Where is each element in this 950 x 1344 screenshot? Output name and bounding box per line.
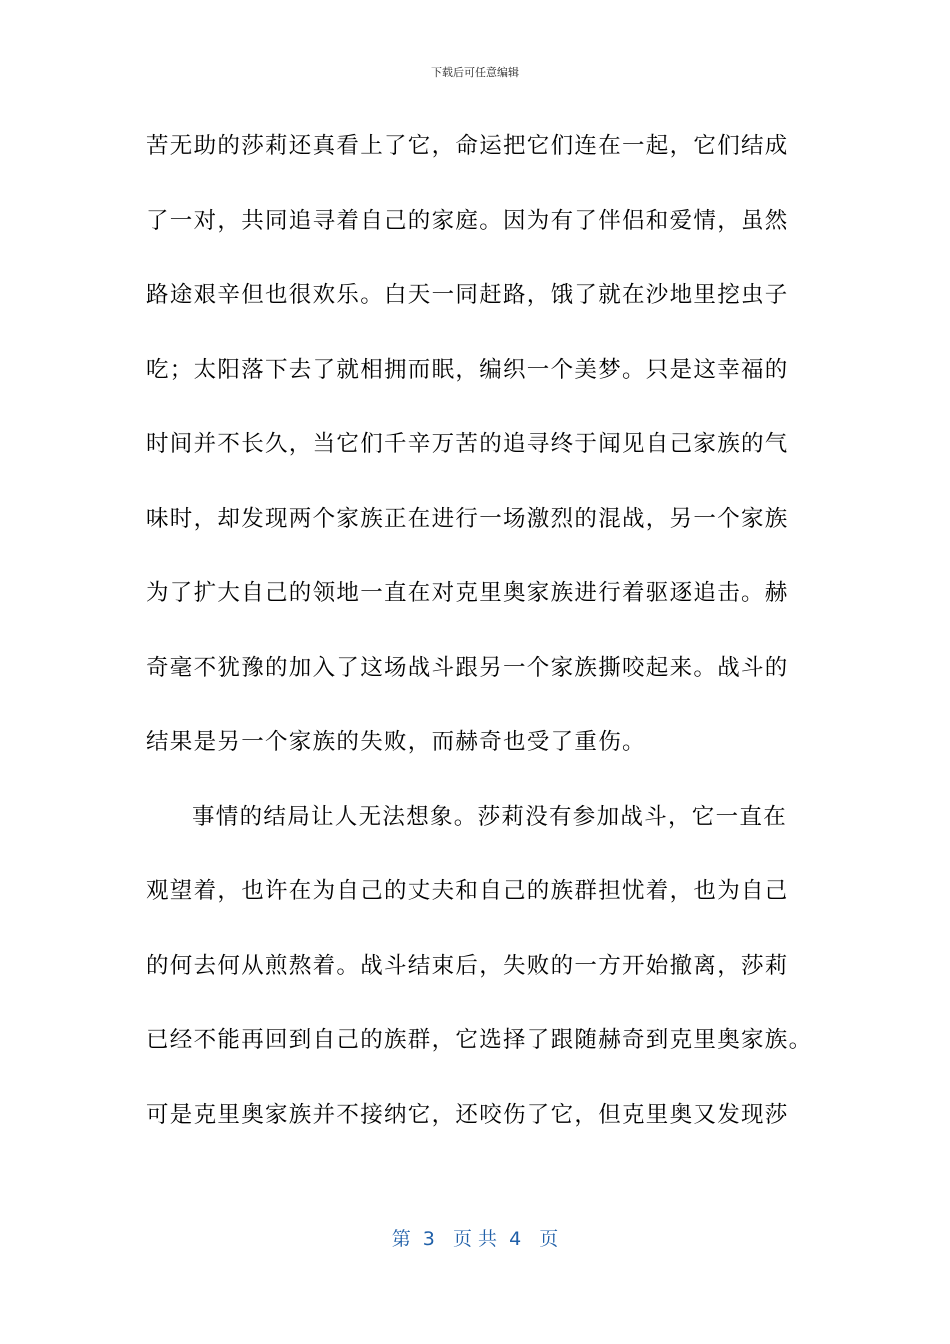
text-line: 结果是另一个家族的失败，而赫奇也受了重伤。 [146,729,646,755]
text-line: 可是克里奥家族并不接纳它，还咬伤了它，但克里奥又发现莎 [146,1101,789,1128]
text-line: 已经不能再回到自己的族群，它选择了跟随赫奇到克里奥家族。 [146,1027,813,1053]
text-line: 为了扩大自己的领地一直在对克里奥家族进行着驱逐追击。赫 [146,580,789,606]
text-line: 的何去何从煎熬着。战斗结束后，失败的一方开始撤离，莎莉 [146,952,789,979]
text-line: 时间并不长久，当它们千辛万苦的追寻终于闻见自己家族的气 [146,431,789,457]
text-line: 味时，却发现两个家族正在进行一场激烈的混战，另一个家族 [146,505,789,532]
page-header-note: 下载后可任意编辑 [431,66,519,79]
text-line: 奇毫不犹豫的加入了这场战斗跟另一个家族撕咬起来。战斗的 [146,654,789,681]
text-line: 路途艰辛但也很欢乐。白天一同赶路，饿了就在沙地里挖虫子 [146,282,789,308]
paragraph-first-line: 事情的结局让人无法想象。莎莉没有参加战斗，它一直在 [192,803,788,830]
text-line: 苦无助的莎莉还真看上了它，命运把它们连在一起，它们结成 [146,133,789,159]
document-body [146,120,813,1163]
text-line: 了一对，共同追寻着自己的家庭。因为有了伴侣和爱情，虽然 [146,207,789,234]
page-number-footer: 第 3 页 共 4 页 [391,1228,559,1250]
text-line: 观望着，也许在为自己的丈夫和自己的族群担忧着，也为自己 [146,878,789,904]
text-line: 吃；太阳落下去了就相拥而眠，编织一个美梦。只是这幸福的 [146,356,789,383]
